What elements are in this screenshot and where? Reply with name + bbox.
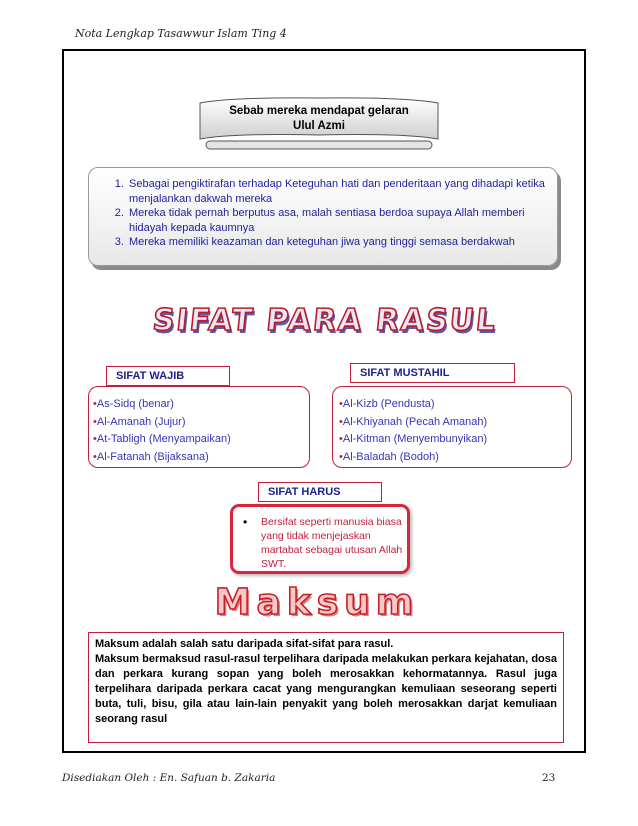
list-item: •Al-Khiyanah (Pecah Amanah) [339,415,488,428]
reasons-list [89,168,557,250]
sifat-para-rasul-banner: SIFAT PARA RASUL [151,303,500,338]
reason-item: 2. Mereka tidak pernah berputus asa, malah sentiasa berdoa supaya Allah memberi hidayah kepada kaumnya [127,206,545,235]
bullet-icon: • [243,515,248,529]
sifat-wajib-list [88,386,310,468]
list-item: •Al-Kitman (Menyembunyikan) [339,433,488,445]
reason-item: 1. Sebagai pengiktirafan terhadap Keteguhan hati dan penderitaan yang dihadapi ketika menjalankan dakwah mereka [127,177,545,206]
ulul-azmi-reasons-box [88,167,558,266]
bullet-icon: • [93,433,97,445]
sifat-harus-label: SIFAT HARUS [258,482,382,502]
definition-paragraph: Maksum bermaksud rasul-rasul terpelihara daripada melakukan perkara kejahatan, dosa dan perkara kurang sopan yang boleh merosakkan kehormatannya. Rasul juga terpelihara daripada perkara cacat yang mengurangkan kemuliaan seseorang seperti buta, tuli, bisu, gila atau lain-lain penyakit yang boleh merosakkan darjat kemuliaan seorang rasul [95,653,557,725]
header-note: Nota Lengkap Tasawwur Islam Ting 4 [75,27,287,40]
scroll-line-1: Sebab mereka mendapat gelaran [229,105,409,117]
list-item: •Al-Baladah (Bodoh) [339,450,439,463]
scroll-line-2: Ulul Azmi [293,120,345,132]
sifat-wajib-label: SIFAT WAJIB [106,366,230,386]
sifat-harus-text: Bersifat seperti manusia biasa yang tidak menjejaskan martabat sebagai utusan Allah SWT. [261,516,403,570]
list-item: •As-Sidq (benar) [93,398,174,410]
bullet-icon: • [93,415,97,428]
maksum-banner: Maksum [214,582,420,623]
bullet-icon: • [339,415,343,428]
list-item: •Al-Amanah (Jujur) [93,415,186,428]
sifat-harus-box [230,504,410,574]
bullet-icon: • [339,433,343,445]
page-number: 23 [542,772,556,784]
list-item: •Al-Fatanah (Bijaksana) [93,450,209,463]
reason-item: 3. Mereka memiliki keazaman dan keteguhan jiwa yang tinggi semasa berdakwah [127,235,545,250]
bullet-icon: • [93,450,97,463]
bullet-icon: • [339,450,343,463]
footer-author: Disediakan Oleh : En. Safuan b. Zakaria [62,772,276,784]
definition-first-line: Maksum adalah salah satu daripada sifat-sifat para rasul. [95,638,394,650]
bullet-icon: • [93,398,97,410]
sifat-mustahil-label: SIFAT MUSTAHIL [350,363,515,383]
bullet-icon: • [339,398,343,410]
maksum-definition-box [88,632,564,743]
list-item: •Al-Kizb (Pendusta) [339,398,435,410]
list-item: •At-Tabligh (Menyampaikan) [93,433,231,445]
sifat-mustahil-list [332,386,572,468]
ulul-azmi-scroll [192,95,446,151]
